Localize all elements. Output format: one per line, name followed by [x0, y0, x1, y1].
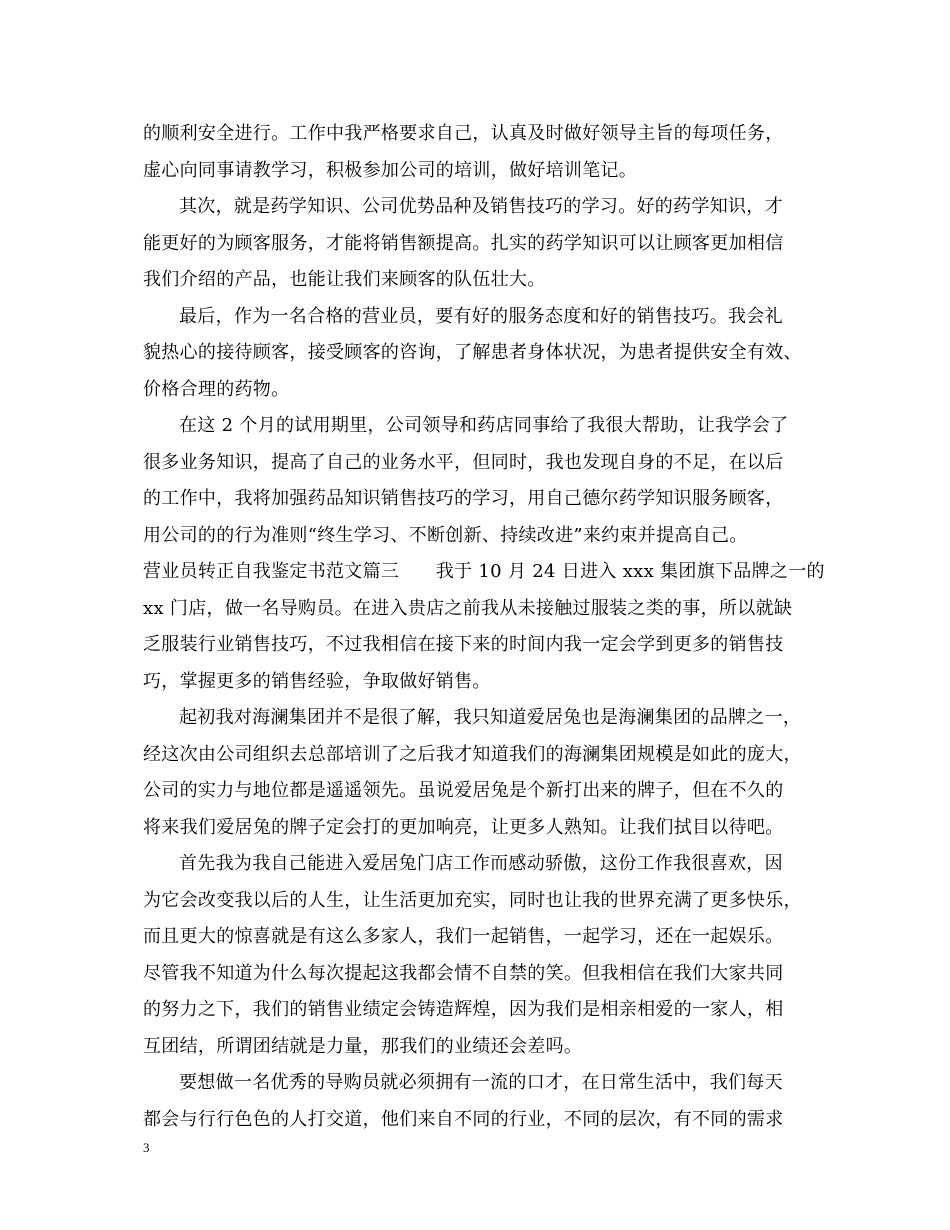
text-line: 经这次由公司组织去总部培训了之后我才知道我们的海澜集团规模是如此的庞大，	[143, 743, 802, 765]
text-line: 的顺利安全进行。工作中我严格要求自己，认真及时做好领导主旨的每项任务，	[143, 123, 784, 144]
text-line: 其次，就是药学知识、公司优势品种及销售技巧的学习。好的药学知识，才	[179, 196, 783, 217]
text-line: 首先我为我自己能进入爱居兔门店工作而感动骄傲，这份工作我很喜欢，因	[179, 853, 783, 874]
text-line: 公司的实力与地位都是遥遥领先。虽说爱居兔是个新打出来的牌子，但在不久的	[143, 780, 784, 801]
text-line: xx 门店，做一名导购员。在进入贵店之前我从未接触过服装之类的事，所以就缺	[143, 597, 793, 619]
text-line: 而且更大的惊喜就是有这么多家人，我们一起销售，一起学习，还在一起娱乐。	[143, 926, 784, 947]
text-line: 用公司的的行为准则“终生学习、不断创新、持续改进”来约束并提高自己。	[143, 524, 748, 546]
text-line: 虚心向同事请教学习，积极参加公司的培训，做好培训笔记。	[143, 159, 638, 181]
text-line: 的工作中，我将加强药品知识销售技巧的学习，用自己德尔药学知识服务顾客，	[143, 488, 784, 509]
text-line: 我们介绍的产品，也能让我们来顾客的队伍壮大。	[143, 269, 546, 290]
text-line: 乏服装行业销售技巧，不过我相信在接下来的时间内我一定会学到更多的销售技	[143, 634, 784, 655]
text-line: 要想做一名优秀的导购员就必须拥有一流的口才，在日常生活中，我们每天	[179, 1072, 783, 1093]
text-line: 貌热心的接待顾客，接受顾客的咨询，了解患者身体状况，为患者提供安全有效、	[143, 342, 802, 363]
text-line: 巧，掌握更多的销售经验，争取做好销售。	[143, 670, 491, 692]
text-line: 在这 2 个月的试用期里，公司领导和药店同事给了我很大帮助，让我学会了	[179, 415, 789, 436]
text-line: 将来我们爱居兔的牌子定会打的更加响亮，让更多人熟知。让我们拭目以待吧。	[143, 816, 784, 838]
text-line: 最后，作为一名合格的营业员，要有好的服务态度和好的销售技巧。我会礼	[179, 305, 783, 327]
text-line: 很多业务知识，提高了自己的业务水平，但同时，我也发现自身的不足，在以后	[143, 451, 784, 473]
text-line: 都会与行行色色的人打交道，他们来自不同的行业，不同的层次，有不同的需求	[143, 1108, 784, 1130]
text-line: 营业员转正自我鉴定书范文篇三 我于 10 月 24 日进入 xxx 集团旗下品牌之一的	[143, 561, 825, 582]
text-line: 价格合理的药物。	[143, 378, 290, 400]
text-line: 的努力之下，我们的销售业绩定会铸造辉煌，因为我们是相亲相爱的一家人，相	[143, 999, 784, 1020]
document-body	[143, 116, 827, 1138]
text-line: 为它会改变我以后的人生，让生活更加充实，同时也让我的世界充满了更多快乐，	[143, 889, 802, 911]
page-number: 3	[143, 1140, 150, 1155]
text-line: 起初我对海澜集团并不是很了解，我只知道爱居兔也是海澜集团的品牌之一，	[179, 707, 802, 728]
text-line: 能更好的为顾客服务，才能将销售额提高。扎实的药学知识可以让顾客更加相信	[143, 232, 784, 254]
text-line: 尽管我不知道为什么每次提起这我都会情不自禁的笑。但我相信在我们大家共同	[143, 962, 784, 984]
text-line: 互团结，所谓团结就是力量，那我们的业绩还会差吗。	[143, 1035, 583, 1057]
